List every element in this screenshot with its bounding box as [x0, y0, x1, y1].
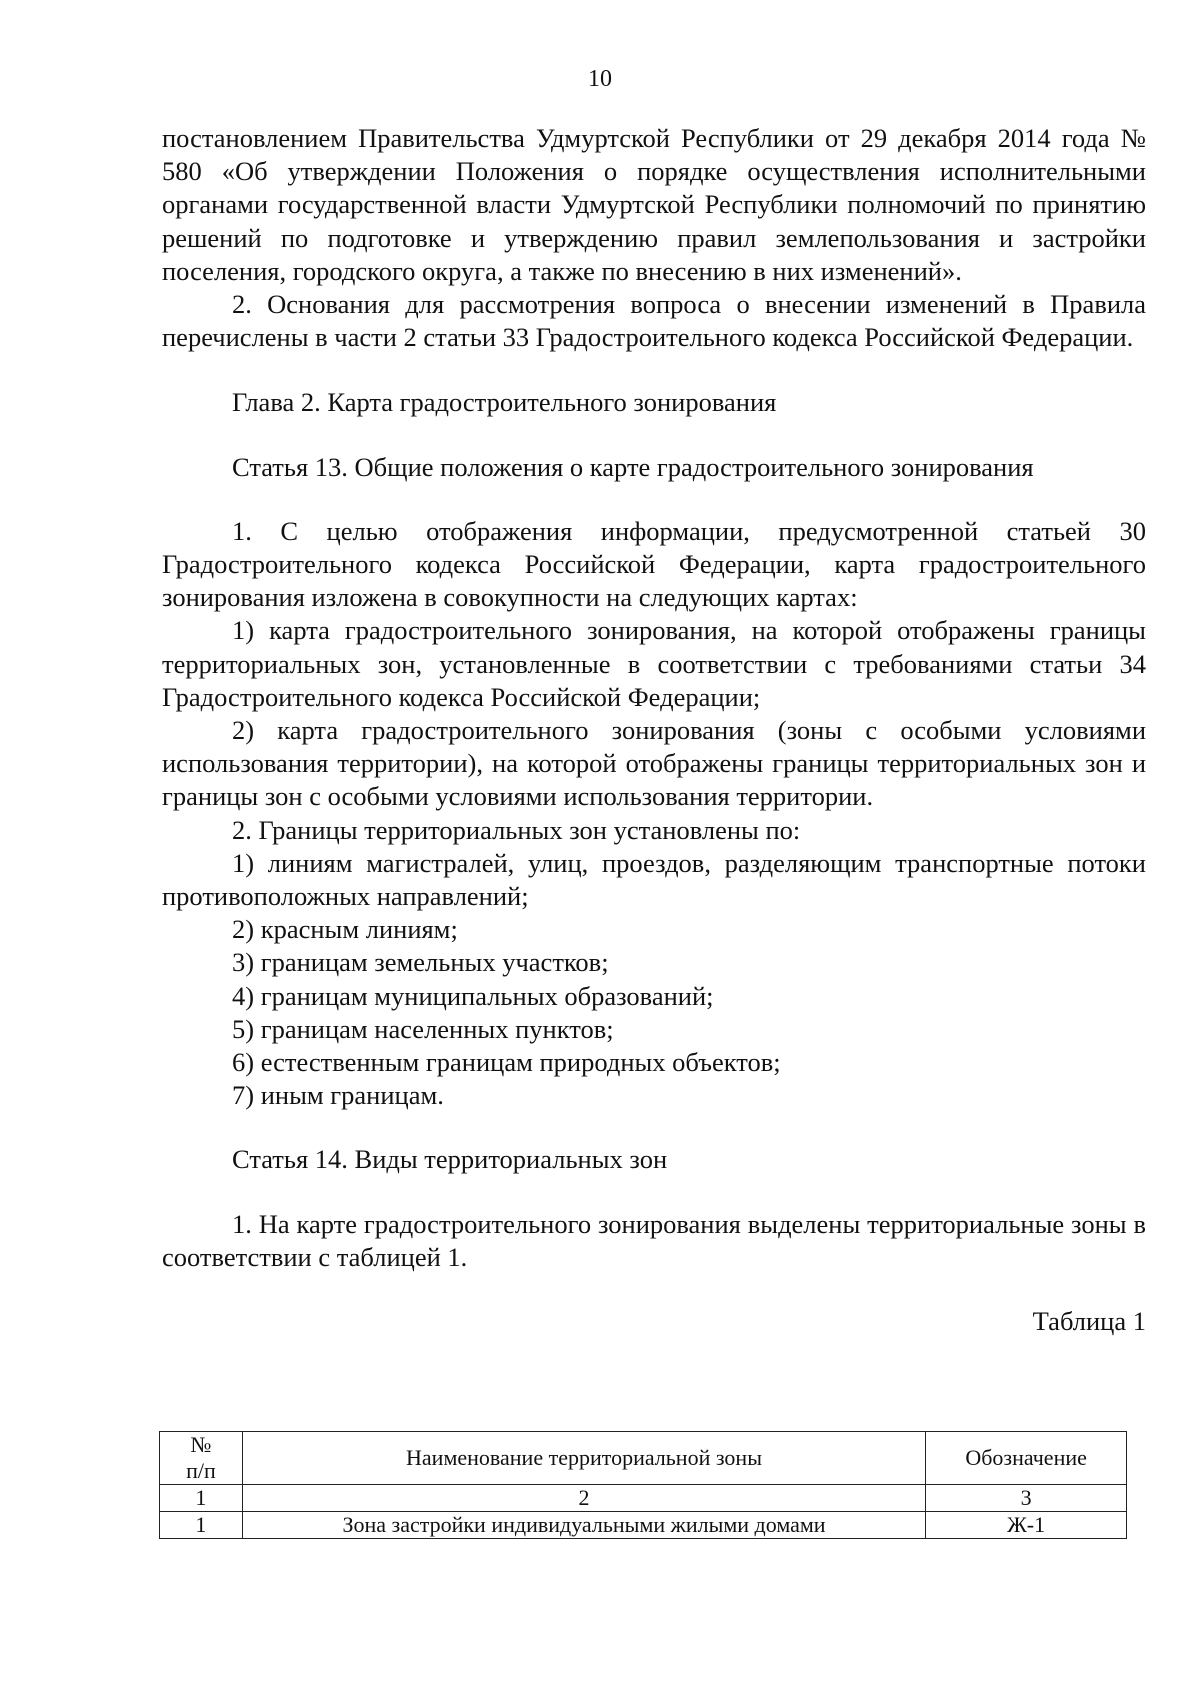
table-cell: Ж-1	[926, 1512, 1127, 1539]
boundary-list-item: 7) иным границам.	[232, 1080, 444, 1111]
article-13-heading: Статья 13. Общие положения о карте градостроительного зонирования	[232, 451, 1034, 482]
boundary-list-item: 4) границам муниципальных образований;	[232, 980, 714, 1011]
header-zone-code: Обозначение	[926, 1432, 1127, 1485]
article-13-item-1: 1. С целью отображения информации, предусмотренной статьей 30 Градостроительного кодекса Российской Федерации, карта градостроительного зонирования изложена в совокупности на следующих картах:	[162, 515, 1146, 613]
header-number	[160, 1432, 243, 1485]
header-zone-name: Наименование территориальной зоны	[242, 1432, 925, 1485]
table-index-row	[160, 1485, 1127, 1512]
table-cell: 1	[160, 1512, 243, 1539]
article-14-item-1: 1. На карте градостроительного зонирования выделены территориальные зоны в соответствии с таблицей 1.	[162, 1208, 1146, 1272]
article-14-heading: Статья 14. Виды территориальных зон	[232, 1144, 668, 1175]
table-caption: Таблица 1	[1032, 1306, 1146, 1337]
boundary-list-item: 1) линиям магистралей, улиц, проездов, разделяющим транспортные потоки противоположных направлений;	[162, 847, 1146, 912]
table-cell: 1	[160, 1485, 243, 1512]
boundary-list-item: 6) естественным границам природных объектов;	[232, 1047, 781, 1078]
table-row	[160, 1512, 1127, 1539]
page-number: 10	[588, 66, 612, 92]
territorial-zones-table	[159, 1431, 1127, 1539]
table-cell: 3	[926, 1485, 1127, 1512]
article-13-item-1-sub-2: 2) карта градостроительного зонирования (зоны с особыми условиями использования территории), на которой отображены границы территориальных зон и границы зон с особыми условиями использования территории.	[162, 715, 1146, 812]
table-cell: Зона застройки индивидуальными жилыми домами	[242, 1512, 925, 1539]
document-body	[162, 122, 1146, 1338]
table-cell: 2	[242, 1485, 925, 1512]
article-13-item-1-sub-1: 1) карта градостроительного зонирования, на которой отображены границы территориальных зон, установленные в соответствии с требованиями статьи 34 Градостроительного кодекса Российской Федерации;	[162, 615, 1146, 712]
boundary-list-item: 5) границам населенных пунктов;	[232, 1013, 614, 1044]
article-13-item-2: 2. Границы территориальных зон установлены по:	[232, 814, 801, 845]
paragraph-amendment-grounds: 2. Основания для рассмотрения вопроса о внесении изменений в Правила перечислены в части 2 статьи 33 Градостроительного кодекса Российской Федерации.	[162, 289, 1146, 353]
header-number-symbol: №	[190, 1432, 212, 1457]
paragraph-resolution-reference: постановлением Правительства Удмуртской Республики от 29 декабря 2014 года № 580 «Об утверждении Положения о порядке осуществления исполнительными органами государственной власти Удмуртской Республики полномочий по принятию решений по подготовке и утверждению правил землепользования и застройки поселения, городского округа, а также по внесению в них изменений».	[162, 123, 1146, 286]
header-number-abbr: п/п	[186, 1458, 216, 1483]
boundary-list-item: 3) границам земельных участков;	[232, 947, 609, 978]
chapter-2-heading: Глава 2. Карта градостроительного зонирования	[232, 387, 777, 418]
boundary-list-item: 2) красным линиям;	[232, 914, 458, 945]
table-header-row	[160, 1432, 1127, 1485]
